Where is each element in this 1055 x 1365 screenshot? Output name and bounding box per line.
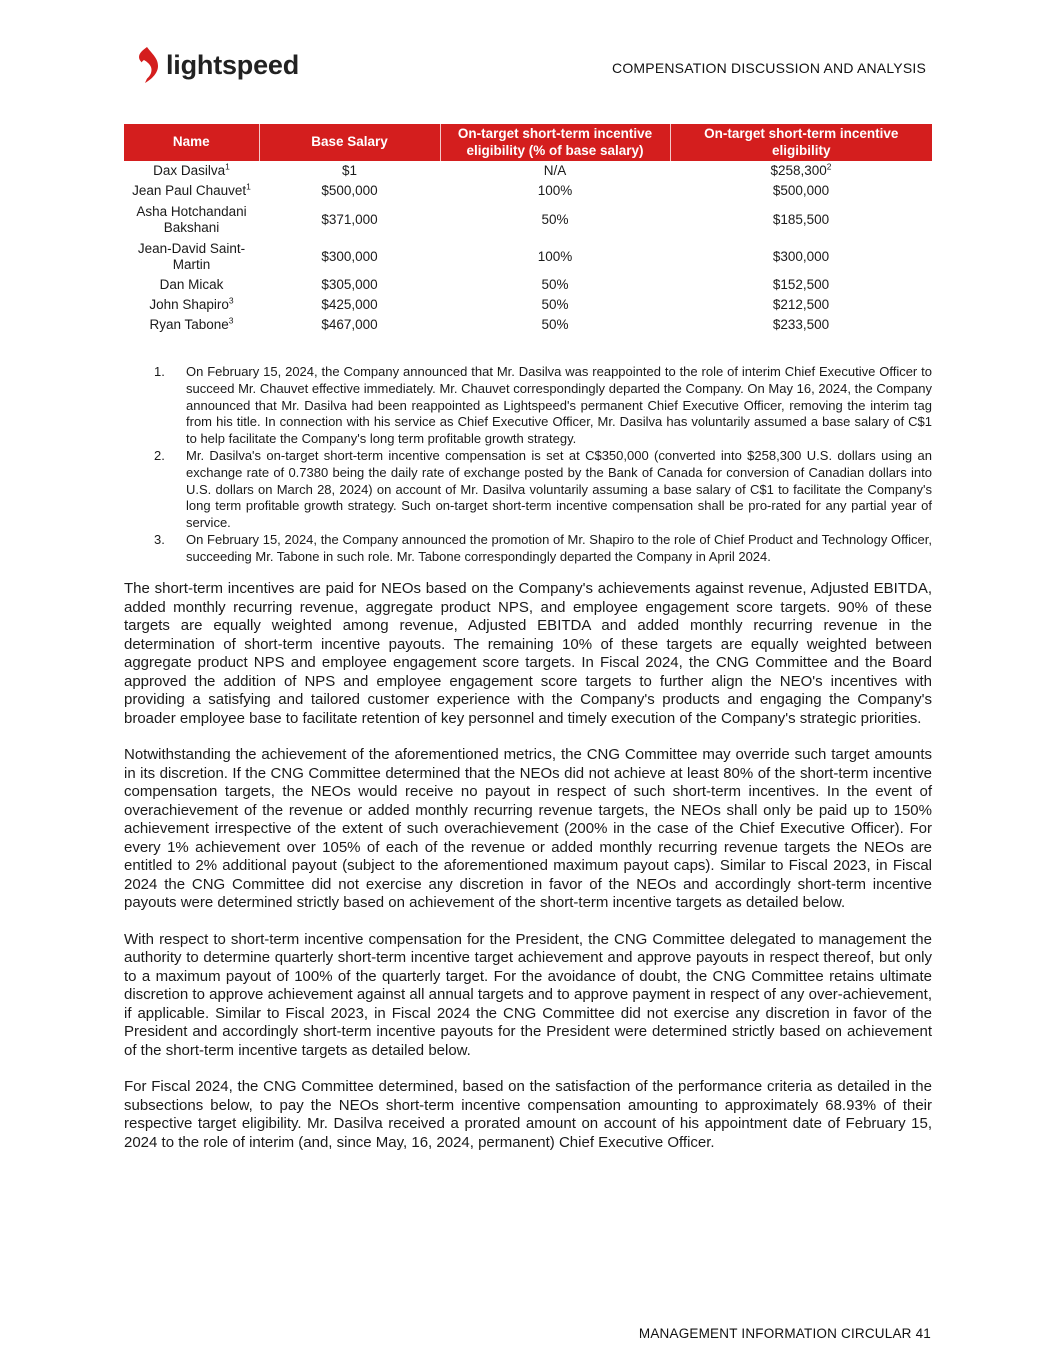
- column-header-incentive-pct: On-target short-term incentive eligibility (% of base salary): [440, 124, 670, 161]
- cell-name: Asha Hotchandani Bakshani: [136, 203, 247, 235]
- cell-pct: N/A: [543, 163, 567, 178]
- table-header-row: [124, 124, 932, 161]
- table-row: [124, 238, 932, 275]
- footnote-ref: 3: [228, 315, 234, 326]
- cell-pct: 100%: [537, 183, 573, 198]
- column-header-base-salary: Base Salary: [259, 124, 440, 161]
- cell-name: Dan Micak: [159, 277, 224, 292]
- footer-title: MANAGEMENT INFORMATION CIRCULAR 41: [638, 1326, 931, 1341]
- brand-logo: [136, 46, 299, 84]
- paragraph: The short-term incentives are paid for NEOs based on the Company's achievements against revenue, Adjusted EBITDA, added monthly recurring revenue, aggregate product NPS, and employee engagement score targets. 90% of these targets are equally weighted among revenue, Adjusted EBITDA and added monthly recurring revenue in the determination of short-term incentive payouts. The remaining 10% of these targets are equally weighted between aggregate product NPS and employee engagement score targets. In Fiscal 2024, the CNG Committee and the Board approved the addition of NPS and employee engagement score targets to further align the NEO's incentives with providing a satisfying and tailored customer experience with the Company's products and engaging the Company's broader employee base to facilitate retention of key personnel and timely execution of the Company's strategic priorities.: [124, 580, 932, 727]
- column-header-name: Name: [124, 124, 259, 161]
- cell-salary: $371,000: [321, 211, 378, 227]
- table-row: [124, 275, 932, 295]
- footnotes-list: [150, 364, 932, 566]
- cell-name: Jean Paul Chauvet$^1$: [132, 181, 251, 198]
- footnote: 2. Mr. Dasilva's on-target short-term incentive compensation is set at C$350,000 (converted into $258,300 U.S. dollars using an exchange rate of 0.7380 being the daily rate of exchange posted by the Bank of Canada for conversion of Canadian dollars into U.S. dollars on March 28, 2024) on account of Mr. Dasilva voluntarily assuming a base salary of C$1 to facilitate the Company's long term profitable growth strategy. Such on-target short-term incentive compensation shall be pro-rated for any partial year of service.: [154, 447, 932, 531]
- cell-salary: $467,000: [321, 317, 378, 332]
- cell-amount: $300,000: [772, 248, 830, 264]
- cell-salary: $425,000: [321, 297, 378, 312]
- cell-name: Jean-David Saint-Martin: [137, 240, 246, 272]
- table-row: [124, 315, 932, 335]
- cell-salary: $500,000: [321, 183, 378, 198]
- paragraph: For Fiscal 2024, the CNG Committee determined, based on the satisfaction of the performance criteria as detailed in the subsections below, to pay the NEOs short-term incentive compensation amounting to approximately 68.93% of their respective target eligibility. Mr. Dasilva received a prorated amount on account of his appointment date of February 15, 2024 to the role of interim (and, since May, 16, 2024, permanent) Chief Executive Officer.: [124, 1078, 932, 1151]
- cell-name: Ryan Tabone$^3$: [149, 315, 234, 332]
- cell-amount: $233,500: [772, 317, 830, 332]
- cell-pct: 100%: [537, 248, 573, 264]
- footnote: 3. On February 15, 2024, the Company announced the promotion of Mr. Shapiro to the role of Chief Product and Technology Officer, succeeding Mr. Tabone in such role. Mr. Tabone correspondingly departed the Company in April 2024.: [154, 531, 932, 564]
- cell-amount: $500,000: [772, 183, 830, 198]
- cell-salary: $1: [341, 163, 358, 178]
- column-header-incentive-amount: On-target short-term incentive eligibility: [670, 124, 932, 161]
- cell-pct: 50%: [541, 277, 569, 292]
- compensation-table: [124, 124, 932, 335]
- cell-salary: $300,000: [321, 248, 378, 264]
- cell-amount: $185,500: [772, 211, 830, 227]
- body-text: [124, 580, 932, 1170]
- cell-salary: $305,000: [321, 277, 378, 292]
- footnote-ref: 1: [225, 161, 230, 172]
- flame-icon: [136, 46, 160, 84]
- paragraph: Notwithstanding the achievement of the aforementioned metrics, the CNG Committee may override such target amounts in its discretion. If the CNG Committee determined that the NEOs did not achieve at least 80% of the short-term incentive compensation targets, the NEOs would receive no payout in respect of such short-term incentives. In the event of overachievement of the revenue or added monthly recurring revenue targets, the NEOs shall only be paid up to 150% achievement irrespective of the extent of such overachievement (200% in the case of the Chief Executive Officer). For every 1% achievement over 105% of each of the revenue or added monthly recurring revenue targets the NEOs are entitled to 2% additional payout (subject to the aforementioned maximum payout caps). Similar to Fiscal 2023, in Fiscal 2024 the CNG Committee did not exercise any discretion in favor of the NEOs and accordingly short-term incentive payouts were determined strictly based on achievement of the short-term incentive targets as detailed below.: [124, 746, 932, 911]
- cell-pct: 50%: [541, 317, 569, 332]
- cell-amount: $152,500: [772, 277, 830, 292]
- cell-name: John Shapiro$^3$: [149, 295, 234, 312]
- cell-amount: $212,500: [772, 297, 830, 312]
- footnote-ref: 3: [228, 295, 234, 306]
- footnote-ref: 1: [246, 181, 251, 192]
- table-row: [124, 161, 932, 181]
- paragraph: With respect to short-term incentive compensation for the President, the CNG Committee delegated to management the authority to determine quarterly short-term incentive target achievement and approve payouts in respect thereof, but only to a maximum payout of 100% of the quarterly target. For the avoidance of doubt, the CNG Committee retains ultimate discretion to approve achievement against all annual targets and to approve payment in respect of any over-achievement, if applicable. Similar to Fiscal 2023, in Fiscal 2024 the CNG Committee did not exercise any discretion in favor of the President and accordingly short-term incentive payouts for the President were determined strictly based on achievement of the short-term incentive targets as detailed below.: [124, 930, 932, 1059]
- cell-amount: $258,300$^2$: [770, 161, 832, 178]
- section-title: COMPENSATION DISCUSSION AND ANALYSIS: [612, 60, 926, 76]
- brand-name: lightspeed: [166, 49, 300, 80]
- cell-name: Dax Dasilva$^1$: [153, 161, 230, 178]
- cell-pct: 50%: [541, 211, 569, 227]
- cell-pct: 50%: [541, 297, 569, 312]
- table-row: [124, 201, 932, 238]
- footnote-ref: 2: [826, 161, 832, 172]
- table-row: [124, 295, 932, 315]
- table-row: [124, 181, 932, 201]
- footnote: 1. On February 15, 2024, the Company announced that Mr. Dasilva was reappointed to the role of interim Chief Executive Officer to succeed Mr. Chauvet effective immediately. Mr. Chauvet correspondingly departed the Company. On May 16, 2024, the Company announced that Mr. Dasilva had been reappointed as Lightspeed's permanent Chief Executive Officer, removing the interim tag from his title. In connection with his service as Chief Executive Officer, Mr. Dasilva has voluntarily assumed a base salary of C$1 to help facilitate the Company's long term profitable growth strategy.: [154, 364, 932, 447]
